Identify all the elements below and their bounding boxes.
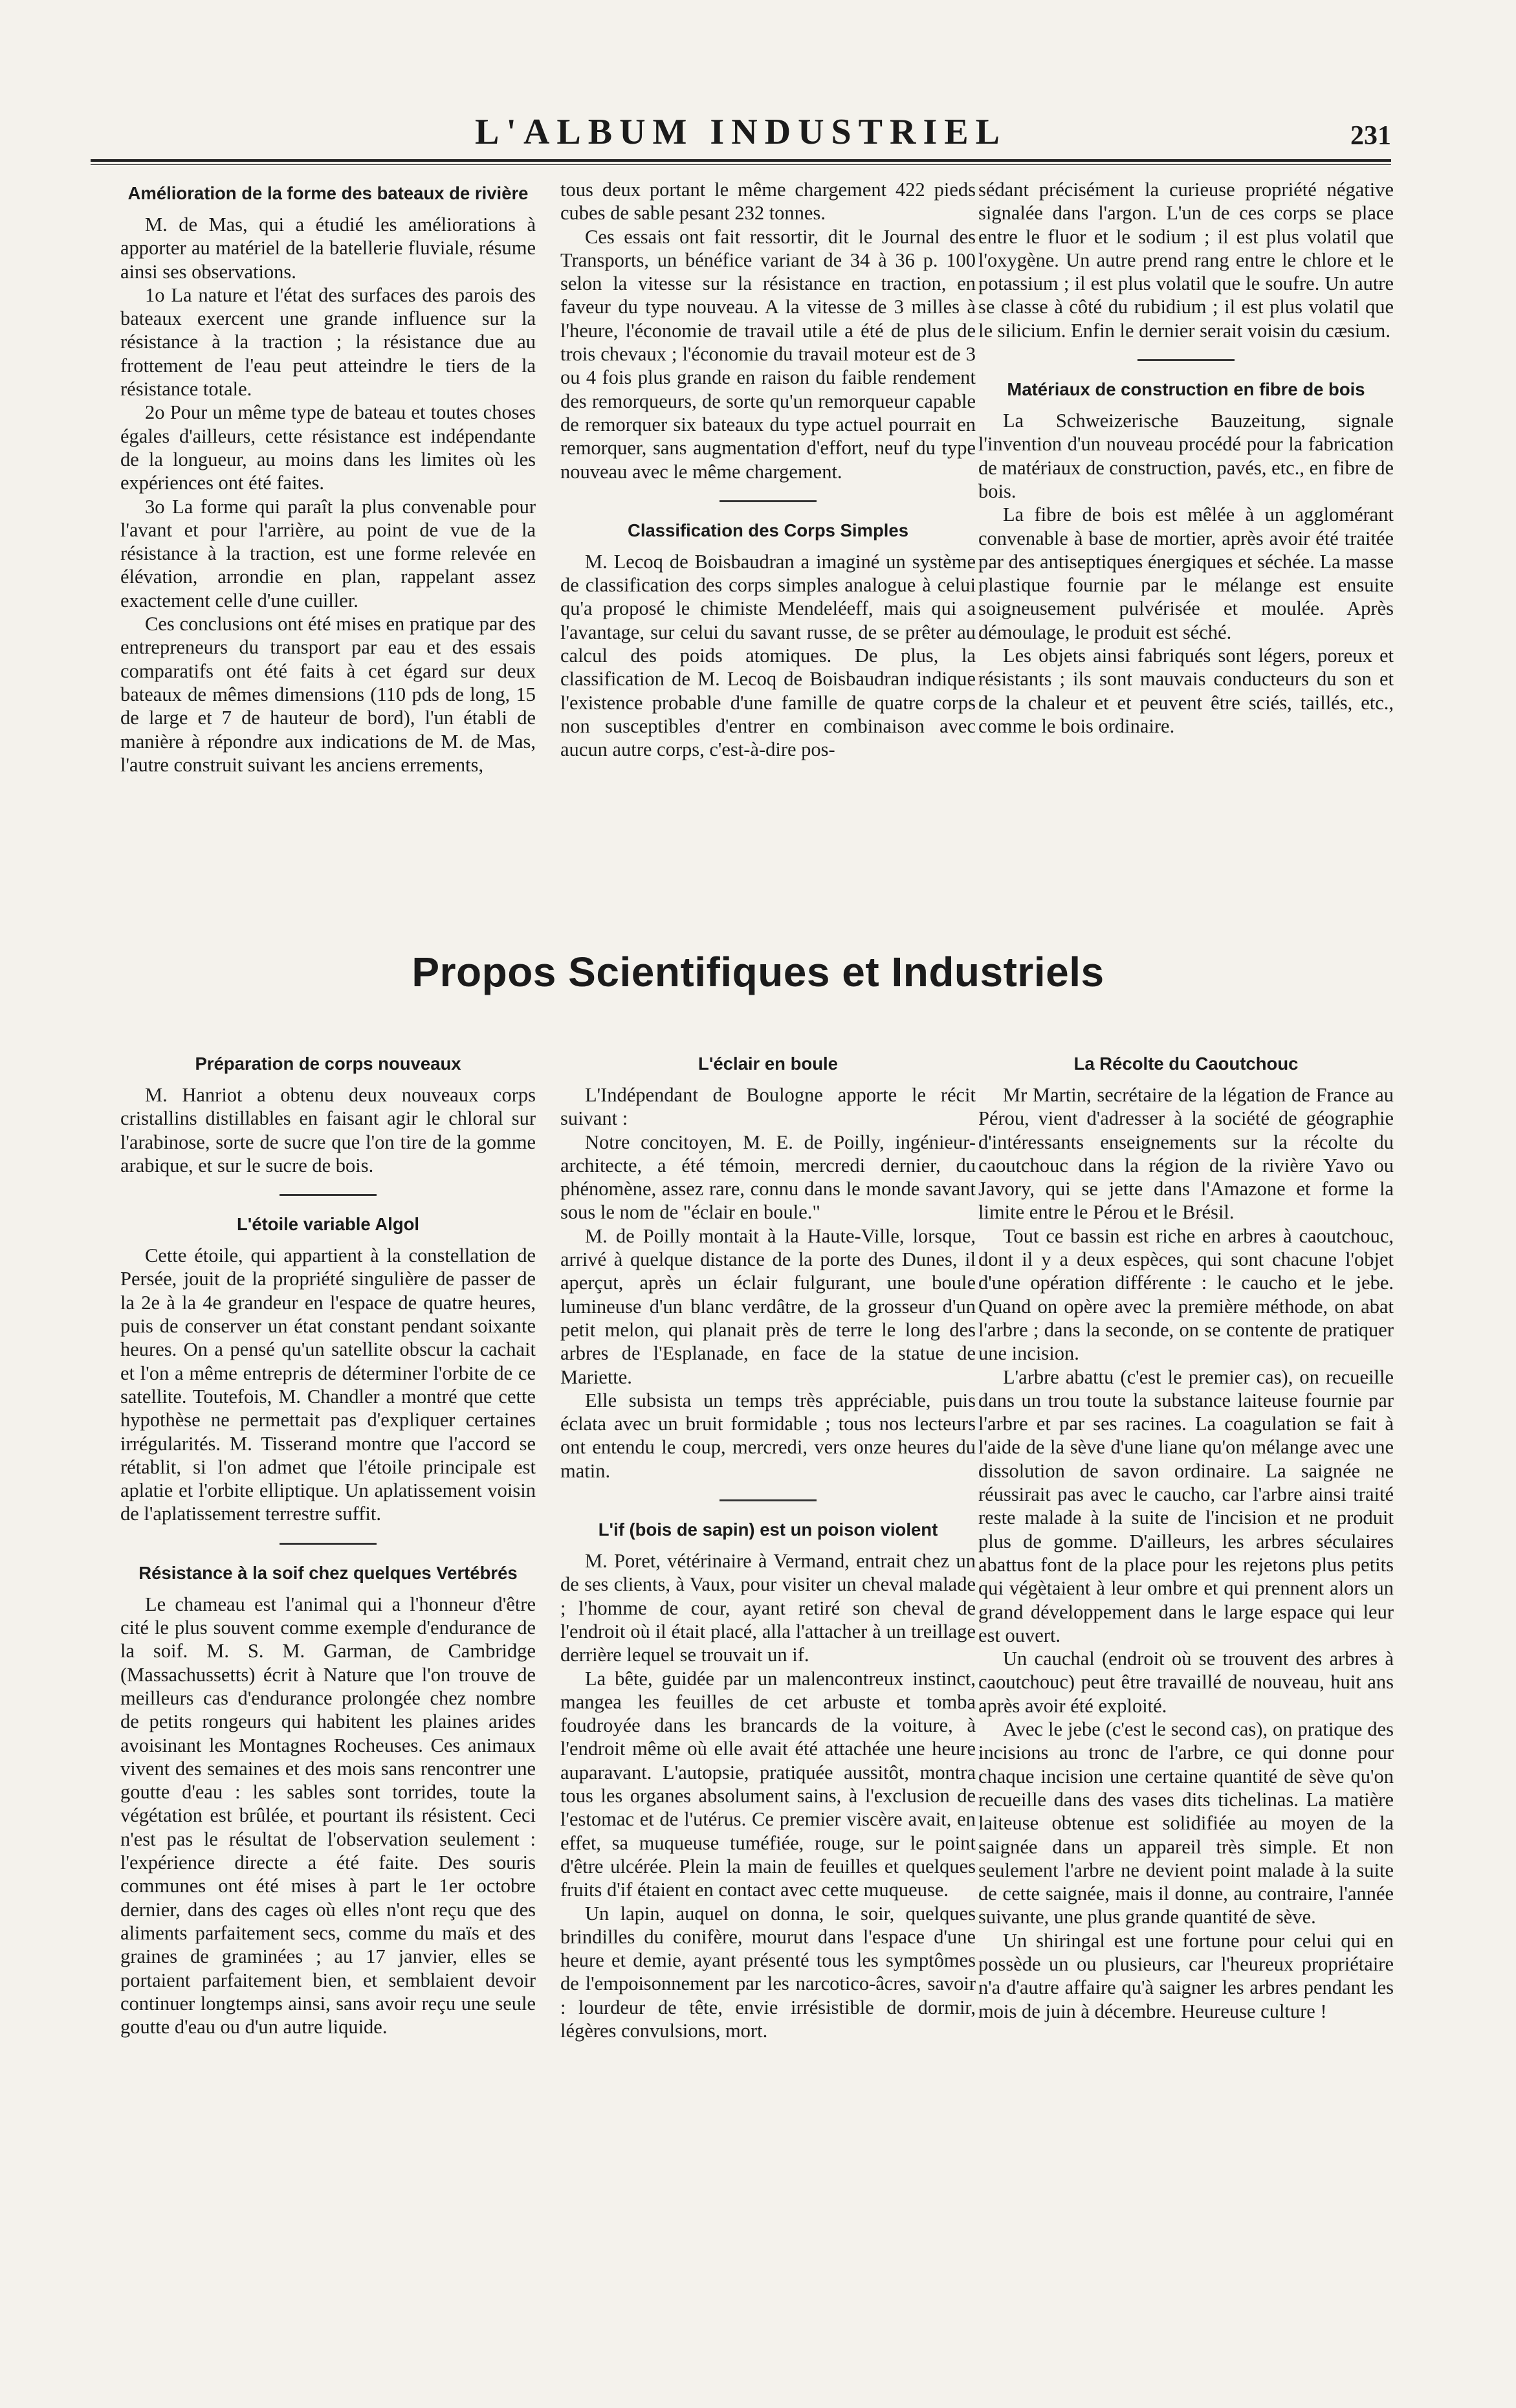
article-separator [280,1543,377,1545]
paragraph: La Schweizerische Bauzeitung, signale l'invention d'un nouveau procédé pour la fabrication de matériaux de construction, pavés, etc., en fibre de bois. [978,410,1394,502]
paragraph: M. de Mas, qui a étudié les améliorations à apporter au matériel de la batellerie fluviale, résume ainsi ses observations. [120,214,536,283]
bottom-column-3 [978,1048,1394,2349]
article-title: Résistance à la soif chez quelques Vertébrés [138,1562,518,1583]
paragraph: 1o La nature et l'état des surfaces des parois des bateaux exercent une grande influence sur la résistance à la traction ; la résistance due au frottement de l'eau peut atteindre le tiers de la résistance totale. [120,283,536,401]
paragraph: M. de Poilly montait à la Haute-Ville, lorsque, arrivé à quelque distance de la porte des Dunes, il aperçut, après un éclair fulgurant, une boule lumineuse d'un blanc verdâtre, de la grosseur d'un petit melon, qui planait près de terre le long des arbres de l'Esplanade, en face de la statue de Mariette. [560,1224,976,1388]
paragraph: Ces essais ont fait ressortir, dit le Journal des Transports, un bénéfice variant de 34 à 36 p. 100 selon la vitesse sur la résistance en traction, en faveur du type nouveau. A la vitesse de 3 milles à l'heure, l'économie de travail utile a été de plus de trois chevaux ; l'économie du travail moteur est de 3 ou 4 fois plus grande en raison du faible rendement des remorqueurs, de sorte qu'un remorqueur capable de remorquer six bateaux du type actuel pourrait en remorquer, sans augmentation d'effort, neuf du type nouveau avec le même chargement. [560,225,976,483]
paragraph: M. Hanriot a obtenu deux nouveaux corps cristallins distillables en faisant agir le chloral sur l'arabinose, sorte de sucre que l'on tire de la gomme arabique, et sur le sucre de bois. [120,1084,536,1176]
article-title: L'if (bois de sapin) est un poison violent [598,1519,938,1540]
article-title: Amélioration de la forme des bateaux de rivière [127,183,529,203]
paragraph: Un shiringal est une fortune pour celui qui en possède un ou plusieurs, car l'heureux propriétaire n'a d'autre affaire qu'à saigner les arbres pendant les mois de juin à décembre. Heureuse culture ! [978,1929,1394,2022]
paragraph: sédant précisément la curieuse propriété négative signalée dans l'argon. L'un de ces corps se place entre le fluor et le sodium ; il est plus volatil que l'oxygène. Un autre prend rang entre le chlore et le potassium ; il est plus volatil que le soufre. Un autre se classe à côté du rubidium ; il est plus volatil que le silicium. Enfin le dernier serait voisin du cæsium. [978,179,1394,342]
header-rule-thin [91,164,1391,165]
section-title: Propos Scientifiques et Industriels [412,949,1104,995]
running-title: L'ALBUM INDUSTRIEL [475,112,1007,152]
paragraph: 3o La forme qui paraît la plus convenable pour l'avant et pour l'arrière, au point de vue de la résistance à la traction, est une forme relevée en élévation, arrondie en plan, rappelant assez exactement celle d'une cuiller. [120,495,536,612]
article [120,182,536,777]
paragraph: Notre concitoyen, M. E. de Poilly, ingénieur-architecte, a été témoin, mercredi dernier, du phénomène, assez rare, connu dans le monde savant sous le nom de "éclair en boule." [560,1131,976,1224]
bottom-column-1 [120,1048,536,2349]
paragraph: Mr Martin, secrétaire de la légation de France au Pérou, vient d'adresser à la société de géographie d'intéressants enseignements sur la récolte du caoutchouc dans la région de la rivière Yavo ou Javory, qui se jette dans l'Amazone et forme la limite entre le Pérou et le Brésil. [978,1084,1394,1224]
paragraph: Elle subsista un temps très appréciable, puis éclata avec un bruit formidable ; tous nos lecteurs ont entendu le coup, mercredi, vers onze heures du matin. [560,1389,976,1482]
paragraph: La bête, guidée par un malencontreux instinct, mangea les feuilles de cet arbuste et tomba foudroyée dans les brancards de la voiture, à l'endroit même où elle avait été attachée une heure auparavant. L'autopsie, pratiquée aussitôt, montra tous les organes absolument sains, à l'exclusion de l'estomac et de l'utérus. Ce premier viscère avait, en effet, sa muqueuse tuméfiée, rouge, sur le point d'être ulcérée. Plein la main de feuilles et quelques fruits d'if étaient en contact avec cette muqueuse. [560,1667,976,1901]
header-rule [91,159,1391,162]
paragraph: L'arbre abattu (c'est le premier cas), on recueille dans un trou toute la substance laiteuse fournie par l'arbre et par ses racines. La coagulation se fait à l'aide de la sève d'une liane qu'on mélange avec une dissolution de savon ordinaire. La saignée ne réussirait pas avec le caucho, car l'arbre ainsi traité reste malade à la suite de l'incision et ne produit plus de gomme. D'ailleurs, les arbres séculaires abattus font de la place pour les rejetons plus petits qui végètaient à leur ombre et qui prennent alors un grand développement dans le large espace qui leur est ouvert. [978,1365,1394,1646]
paragraph: M. Lecoq de Boisbaudran a imaginé un système de classification des corps simples analogue à celui qu'a proposé le chimiste Mendeléeff, mais qui a l'avantage, sur celui du savant russe, de se prêter au calcul des poids atomiques. De plus, la classification de M. Lecoq de Boisbaudran indique l'existence probable d'une famille de quatre corps non susceptibles d'entrer en combinaison avec aucun autre corps, c'est-à-dire pos- [560,550,976,761]
article [978,378,1394,738]
top-column-3 [978,178,1394,909]
article [560,519,976,762]
article [120,1562,536,2039]
article [978,178,1394,342]
paragraph: Un lapin, auquel on donna, le soir, quelques brindilles du conifère, mourut dans l'espace d'une heure et demie, ayant présenté tous les symptômes de l'empoisonnement par les narcotico-âcres, savoir : lourdeur de tête, envie irrésistible de dormir, légères convulsions, mort. [560,1902,976,2042]
paragraph: Les objets ainsi fabriqués sont légers, poreux et résistants ; ils sont mauvais conducteurs du son et de la chaleur et et peuvent être sciés, taillés, etc., comme le bois ordinaire. [978,645,1394,737]
article [560,1052,976,1483]
article-title: L'étoile variable Algol [236,1214,420,1235]
paragraph: 2o Pour un même type de bateau et toutes choses égales d'ailleurs, cette résistance est indépendante de la longueur, au moins dans les limites où les expériences ont été faites. [120,401,536,494]
page-number: 231 [1350,121,1391,151]
article-separator [720,500,817,502]
top-column-2 [560,178,976,909]
article [560,1518,976,2042]
paragraph: Avec le jebe (c'est le second cas), on pratique des incisions au tronc de l'arbre, ce qui donne pour chaque incision une certaine quantité de sève qu'on recueille dans des vases dits tichelinas. La matière laiteuse obtenue est solidifiée au moyen de la saignée dans un appareil très simple. Et non seulement l'arbre ne devient point malade à la suite de cette saignée, mais il donne, au contraire, l'année suivante, une plus grande quantité de sève. [978,1718,1394,1928]
paragraph: L'Indépendant de Boulogne apporte le récit suivant : [560,1084,976,1130]
article [120,1213,536,1526]
paragraph: Un cauchal (endroit où se trouvent des arbres à caoutchouc) peut être travaillé de nouveau, huit ans après avoir été exploité. [978,1648,1394,1717]
bottom-column-2 [560,1048,976,2349]
paragraph: Cette étoile, qui appartient à la constellation de Persée, jouit de la propriété singulière de passer de la 2e à la 4e grandeur en l'espace de quatre heures, puis de conserver un état constant pendant soixante heures. On a pensé qu'un satellite obscur la cachait et l'on a même entrepris de déterminer l'orbite de ce satellite. Toutefois, M. Chandler a montré que cette hypothèse ne permettait pas d'expliquer certaines irrégularités. M. Tisserand montre que l'accord se rétablit, si l'on admet que l'étoile principale est aplatie et l'orbite elliptique. Un aplatissement voisin de l'aplatissement terrestre suffit. [120,1244,536,1525]
article [120,1052,536,1177]
article-title: Matériaux de construction en fibre de bois [1007,379,1365,400]
paragraph: La fibre de bois est mêlée à un agglomérant convenable à base de mortier, après avoir été traitée par des antiseptiques énergiques et séchée. La masse plastique fournie par le mélange est ensuite soigneusement pulvérisée et moulée. Après démoulage, le produit est séché. [978,503,1394,643]
paragraph: Le chameau est l'animal qui a l'honneur d'être cité le plus souvent comme exemple d'endurance de la soif. M. S. M. Garman, de Cambridge (Massachussetts) écrit à Nature que l'on trouve de meilleurs cas d'endurance prolongée chez nombre de petits rongeurs qui habitent les plaines arides avoisinant les Montagnes Rocheuses. Ces animaux vivent des semaines et des mois sans rencontrer une goutte d'eau : les sables sont torrides, toute la végétation est brûlée, et pourtant ils résistent. Ceci n'est pas le résultat de l'observation seulement : l'expérience directe a été faite. Des souris communes ont été mises à part le 1er octobre dernier, dans des cages où elles n'ont reçu que des aliments parfaitement secs, comme du maïs et des graines de graminées ; au 17 janvier, elles se portaient parfaitement bien, et semblaient devoir continuer longtemps ainsi, sans avoir reçu une seule goutte d'eau ou d'un autre liquide. [120,1593,536,2038]
article [560,178,976,483]
paragraph: tous deux portant le même chargement 422 pieds cubes de sable pesant 232 tonnes. [560,179,976,225]
article-title: La Récolte du Caoutchouc [1073,1054,1299,1074]
article-title: Classification des Corps Simples [627,520,909,540]
article [978,1052,1394,2023]
top-column-1 [120,178,536,909]
running-head [91,111,1391,157]
paragraph: M. Poret, vétérinaire à Vermand, entrait chez un de ses clients, à Vaux, pour visiter un cheval malade ; l'homme de cour, ayant retiré son cheval de l'endroit où il était placé, alla l'attacher à un treillage derrière lequel se trouvait un if. [560,1550,976,1666]
article-title: L'éclair en boule [698,1054,838,1074]
article-separator [280,1194,377,1196]
paragraph: Ces conclusions ont été mises en pratique par des entrepreneurs du transport par eau et des essais comparatifs ont été faits à cet égard sur deux bateaux de mêmes dimensions (110 pds de long, 15 de large et 7 de hauteur de bord), l'un établi de manière à répondre aux indications de M. de Mas, l'autre construit suivant les anciens errements, [120,613,536,776]
article-separator [720,1499,817,1501]
article-title: Préparation de corps nouveaux [195,1054,461,1074]
article-separator [1137,359,1235,361]
paragraph: Tout ce bassin est riche en arbres à caoutchouc, dont il y a deux espèces, qui sont chacune l'objet d'une opération différente : le caucho et le jebe. Quand on opère avec la première méthode, on abat l'arbre ; dans la seconde, on se contente de pratiquer une incision. [978,1224,1394,1365]
